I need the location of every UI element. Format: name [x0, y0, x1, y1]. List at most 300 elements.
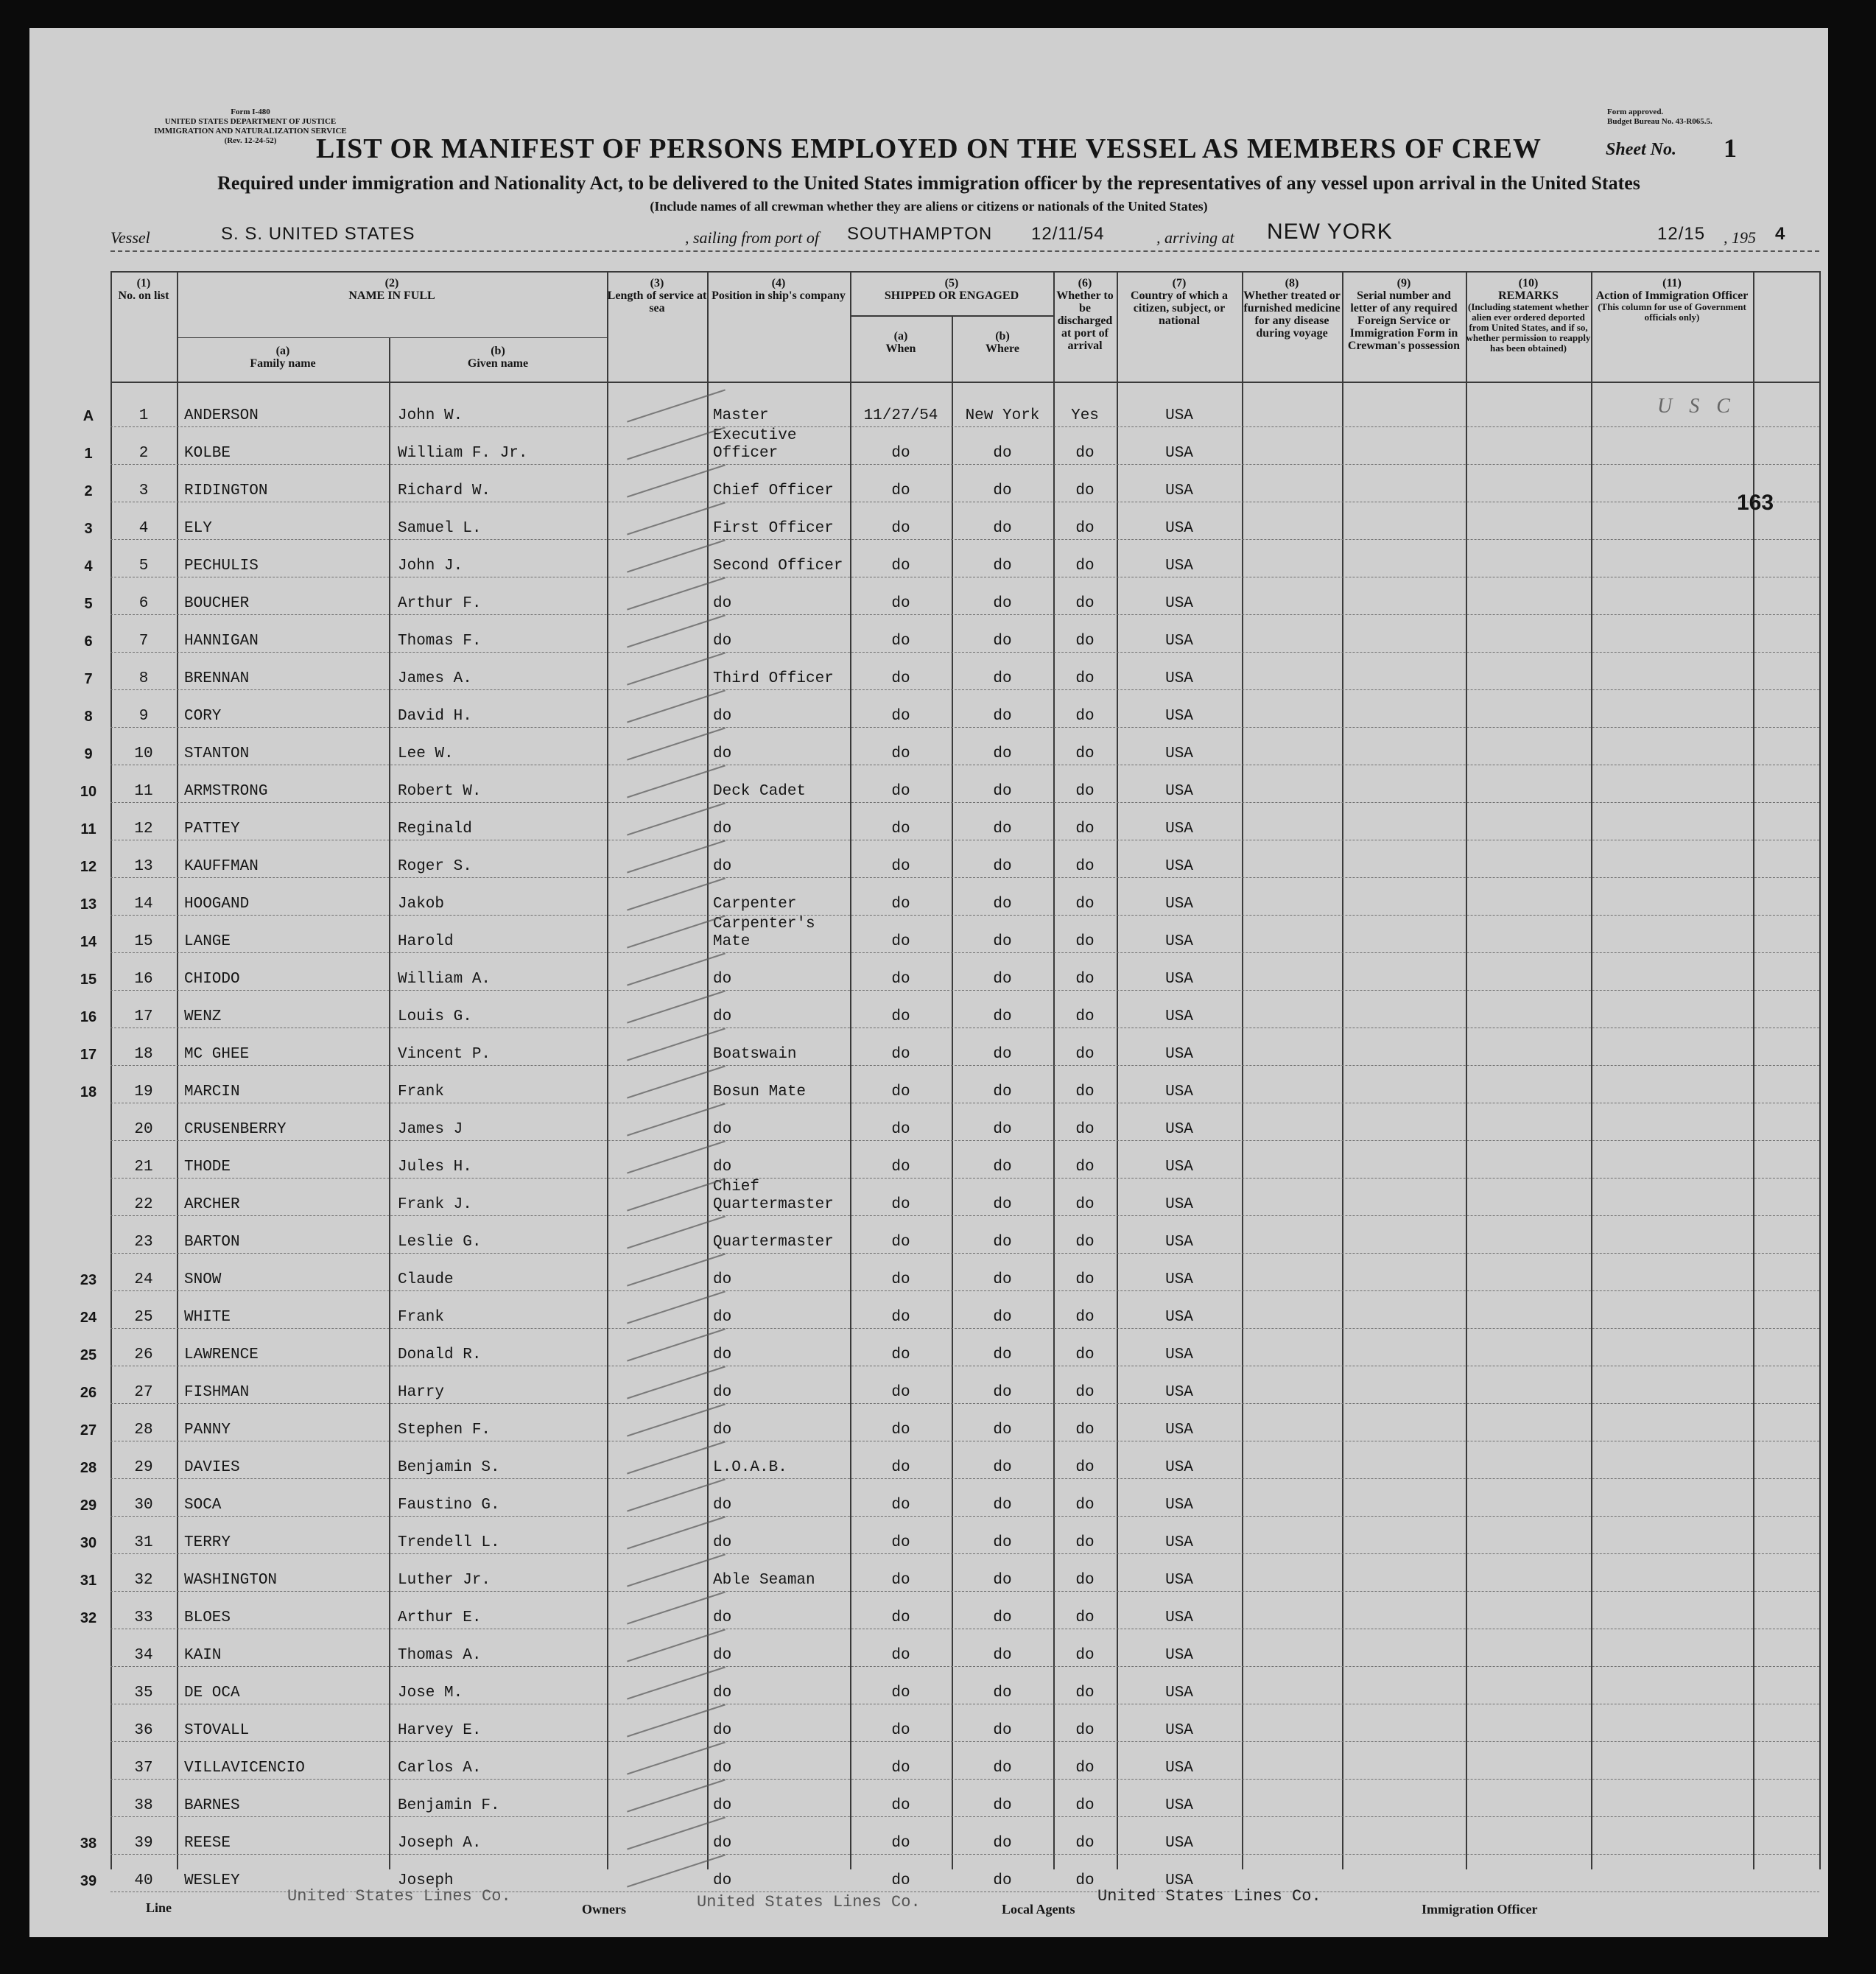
line-value: United States Lines Co.: [287, 1887, 511, 1905]
cell-country: USA: [1165, 1196, 1193, 1213]
cell-no: 14: [134, 896, 153, 913]
cell-where: do: [993, 1497, 1012, 1514]
cell-pos: do: [713, 1008, 732, 1025]
table-row: [110, 1704, 1819, 1742]
cell-country: USA: [1165, 1760, 1193, 1777]
cell-no: 31: [134, 1534, 153, 1551]
table-row: [80, 877, 1819, 916]
cell-pos: do: [713, 1384, 732, 1401]
cell-given: Jules H.: [398, 1159, 472, 1176]
cell-when: do: [891, 1346, 910, 1363]
margin-mark: 2: [84, 483, 93, 499]
table-row: [80, 1516, 1819, 1554]
cell-where: do: [993, 971, 1012, 988]
cell-given: Robert W.: [398, 783, 482, 800]
cell-when: do: [891, 1609, 910, 1626]
revision-date: (Rev. 12-24-52): [224, 136, 277, 145]
cell-where: do: [993, 482, 1012, 499]
cell-when: do: [891, 1722, 910, 1739]
cell-when: do: [891, 520, 910, 537]
tick-mark: [627, 1666, 726, 1699]
col-2b-header: (b) Given name: [467, 345, 529, 370]
cell-country: USA: [1165, 407, 1193, 424]
cell-given: William F. Jr.: [398, 445, 528, 462]
cell-pos: Chief Officer: [713, 482, 834, 499]
cell-where: do: [993, 1534, 1012, 1551]
margin-mark: 1: [84, 446, 93, 462]
cell-disc: do: [1075, 1872, 1095, 1889]
tick-mark: [627, 1591, 726, 1624]
cell-country: USA: [1165, 1384, 1193, 1401]
cell-disc: do: [1075, 745, 1095, 762]
cell-family: HANNIGAN: [184, 633, 259, 650]
cell-disc: do: [1075, 1572, 1095, 1589]
cell-when: do: [891, 1008, 910, 1025]
tick-mark: [627, 1178, 726, 1211]
cell-no: 37: [134, 1760, 153, 1777]
cell-where: do: [993, 1647, 1012, 1664]
table-row: [84, 577, 1819, 615]
cell-country: USA: [1165, 1046, 1193, 1063]
cell-disc: do: [1075, 670, 1095, 687]
cell-family: WENZ: [184, 1008, 222, 1025]
cell-family: VILLAVICENCIO: [184, 1760, 305, 1777]
cell-where: do: [993, 1872, 1012, 1889]
tick-mark: [627, 1328, 726, 1361]
cell-given: Claude: [398, 1271, 454, 1288]
cell-disc: do: [1075, 1309, 1095, 1326]
col-2a-header: (a) Family name: [250, 345, 316, 370]
cell-disc: do: [1075, 1609, 1095, 1626]
cell-where: do: [993, 558, 1012, 575]
cell-no: 33: [134, 1609, 153, 1626]
cell-country: USA: [1165, 1234, 1193, 1251]
cell-pos: do: [713, 595, 732, 612]
col-6-header: (6) Whether to be discharged at port of arrival: [1056, 277, 1114, 352]
cell-no: 11: [134, 783, 153, 800]
cell-where: do: [993, 1797, 1012, 1814]
col-4-header: (4) Position in ship's company: [712, 277, 846, 302]
margin-mark: 7: [84, 671, 93, 687]
cell-given: Arthur E.: [398, 1609, 482, 1626]
cell-pos: Chief Quartermaster: [713, 1179, 834, 1213]
cell-when: do: [891, 1271, 910, 1288]
tick-mark: [627, 502, 726, 535]
cell-no: 10: [134, 745, 153, 762]
col-9-header: (9) Serial number and letter of any required Foreign Service or Immigration Form in Crewman's possession: [1347, 277, 1461, 352]
table-row: [110, 1103, 1819, 1141]
cell-pos: do: [713, 1422, 732, 1439]
cell-country: USA: [1165, 595, 1193, 612]
cell-given: Jose M.: [398, 1685, 463, 1701]
cell-where: do: [993, 858, 1012, 875]
cell-where: do: [993, 933, 1012, 950]
sailing-label: , sailing from port of: [685, 228, 819, 247]
cell-disc: Yes: [1071, 407, 1099, 424]
margin-mark: 25: [80, 1347, 97, 1363]
cell-family: HOOGAND: [184, 896, 250, 913]
table-row: [82, 389, 1819, 427]
margin-mark: 27: [80, 1422, 97, 1439]
cell-country: USA: [1165, 1685, 1193, 1701]
cell-disc: do: [1075, 1234, 1095, 1251]
cell-family: REESE: [184, 1835, 231, 1852]
cell-family: LAWRENCE: [184, 1346, 259, 1363]
cell-where: do: [993, 1422, 1012, 1439]
tick-mark: [627, 689, 726, 723]
cell-family: BLOES: [184, 1609, 231, 1626]
cell-given: Stephen F.: [398, 1422, 491, 1439]
cell-family: DAVIES: [184, 1459, 240, 1476]
cell-family: RIDINGTON: [184, 482, 268, 499]
cell-pos: do: [713, 1722, 732, 1739]
cell-disc: do: [1075, 896, 1095, 913]
service-name: IMMIGRATION AND NATURALIZATION SERVICE: [154, 127, 347, 136]
cell-country: USA: [1165, 971, 1193, 988]
cell-where: do: [993, 633, 1012, 650]
cell-when: 11/27/54: [863, 407, 938, 424]
cell-disc: do: [1075, 1159, 1095, 1176]
cell-family: DE OCA: [184, 1685, 240, 1701]
cell-where: do: [993, 1196, 1012, 1213]
cell-where: New York: [965, 407, 1040, 424]
line-label: Line: [146, 1900, 172, 1915]
cell-when: do: [891, 595, 910, 612]
col-5b-header: (b) Where: [986, 330, 1019, 355]
table-row: [80, 1441, 1819, 1479]
cell-disc: do: [1075, 520, 1095, 537]
departure-port: SOUTHAMPTON: [847, 224, 993, 244]
cell-where: do: [993, 1609, 1012, 1626]
cell-no: 25: [134, 1309, 153, 1326]
cell-country: USA: [1165, 858, 1193, 875]
margin-mark: 26: [80, 1385, 97, 1401]
cell-family: KAUFFMAN: [184, 858, 259, 875]
cell-disc: do: [1075, 1346, 1095, 1363]
arrival-port: NEW YORK: [1267, 219, 1393, 244]
table-row: [84, 502, 1819, 540]
cell-family: CORY: [184, 708, 222, 725]
cell-no: 18: [134, 1046, 153, 1063]
cell-when: do: [891, 1647, 910, 1664]
cell-no: 12: [134, 821, 153, 837]
cell-given: Luther Jr.: [398, 1572, 491, 1589]
cell-where: do: [993, 1835, 1012, 1852]
cell-given: James A.: [398, 670, 472, 687]
table-row: [84, 539, 1819, 577]
table-row: [80, 1478, 1819, 1517]
cell-given: Benjamin F.: [398, 1797, 500, 1814]
cell-pos: Deck Cadet: [713, 783, 807, 800]
page-count-annotation: 163: [1737, 491, 1774, 515]
cell-pos: do: [713, 821, 732, 837]
cell-where: do: [993, 1271, 1012, 1288]
cell-country: USA: [1165, 1459, 1193, 1476]
cell-given: Trendell L.: [398, 1534, 500, 1551]
cell-given: Faustino G.: [398, 1497, 500, 1514]
cell-family: CRUSENBERRY: [184, 1121, 287, 1138]
cell-where: do: [993, 1572, 1012, 1589]
tick-mark: [627, 1516, 726, 1549]
cell-family: ELY: [184, 520, 212, 537]
cell-country: USA: [1165, 1572, 1193, 1589]
cell-disc: do: [1075, 1722, 1095, 1739]
cell-given: Benjamin S.: [398, 1459, 500, 1476]
departure-date: 12/11/54: [1031, 224, 1105, 244]
cell-pos: do: [713, 1797, 732, 1814]
cell-pos: do: [713, 633, 732, 650]
cell-pos: do: [713, 971, 732, 988]
cell-no: 32: [134, 1572, 153, 1589]
cell-when: do: [891, 971, 910, 988]
cell-country: USA: [1165, 1872, 1193, 1889]
cell-given: Jakob: [398, 896, 445, 913]
tick-mark: [627, 1629, 726, 1662]
col-5-header: (5) SHIPPED OR ENGAGED: [884, 277, 1019, 302]
cell-pos: L.O.A.B.: [713, 1459, 787, 1476]
immigration-officer-label: Immigration Officer: [1422, 1902, 1538, 1917]
cell-where: do: [993, 1685, 1012, 1701]
cell-given: Frank J.: [398, 1196, 472, 1213]
cell-family: MARCIN: [184, 1083, 240, 1100]
table-row: [80, 802, 1819, 840]
cell-given: Harvey E.: [398, 1722, 482, 1739]
cell-given: Joseph: [398, 1872, 454, 1889]
cell-pos: do: [713, 1872, 732, 1889]
cell-no: 22: [134, 1196, 153, 1213]
cell-family: KAIN: [184, 1647, 222, 1664]
cell-no: 16: [134, 971, 153, 988]
margin-mark: 17: [80, 1047, 97, 1063]
cell-country: USA: [1165, 1835, 1193, 1852]
cell-family: MC GHEE: [184, 1046, 250, 1063]
cell-when: do: [891, 1159, 910, 1176]
cell-country: USA: [1165, 1121, 1193, 1138]
cell-country: USA: [1165, 1008, 1193, 1025]
cell-family: WESLEY: [184, 1872, 240, 1889]
cell-disc: do: [1075, 445, 1095, 462]
tick-mark: [627, 802, 726, 835]
cell-pos: do: [713, 1309, 732, 1326]
tick-mark: [627, 1779, 726, 1812]
tick-mark: [627, 877, 726, 910]
cell-family: PANNY: [184, 1422, 231, 1439]
tick-mark: [627, 1816, 726, 1850]
col-11-header: (11) Action of Immigration Officer (This column for use of Government officials only): [1595, 277, 1749, 323]
cell-given: Frank: [398, 1309, 445, 1326]
cell-disc: do: [1075, 1760, 1095, 1777]
cell-pos: do: [713, 1159, 732, 1176]
cell-family: WASHINGTON: [184, 1572, 278, 1589]
cell-when: do: [891, 633, 910, 650]
tick-mark: [627, 990, 726, 1023]
cell-no: 40: [134, 1872, 153, 1889]
tick-mark: [627, 1140, 726, 1173]
tick-mark: [627, 426, 726, 460]
cell-disc: do: [1075, 783, 1095, 800]
tick-mark: [627, 577, 726, 610]
margin-mark: 32: [80, 1610, 97, 1626]
cell-no: 28: [134, 1422, 153, 1439]
cell-country: USA: [1165, 933, 1193, 950]
cell-given: Thomas A.: [398, 1647, 482, 1664]
cell-country: USA: [1165, 1309, 1193, 1326]
cell-pos: do: [713, 1647, 732, 1664]
cell-disc: do: [1075, 933, 1095, 950]
cell-when: do: [891, 482, 910, 499]
manifest-sheet: [29, 28, 1828, 1937]
cell-given: William A.: [398, 971, 491, 988]
cell-when: do: [891, 1760, 910, 1777]
cell-when: do: [891, 1384, 910, 1401]
cell-pos: Boatswain: [713, 1046, 797, 1063]
cell-no: 27: [134, 1384, 153, 1401]
margin-mark: 3: [84, 521, 93, 537]
cell-family: BARNES: [184, 1797, 240, 1814]
tick-mark: [627, 1253, 726, 1286]
cell-where: do: [993, 1384, 1012, 1401]
margin-mark: 15: [80, 972, 97, 988]
cell-no: 39: [134, 1835, 153, 1852]
cell-country: USA: [1165, 1647, 1193, 1664]
cell-country: USA: [1165, 1159, 1193, 1176]
cell-where: do: [993, 821, 1012, 837]
tick-mark: [627, 1403, 726, 1436]
cell-given: Leslie G.: [398, 1234, 482, 1251]
cell-country: USA: [1165, 1346, 1193, 1363]
cell-pos: do: [713, 1534, 732, 1551]
tick-mark: [627, 1854, 726, 1887]
table-row: [110, 1178, 1819, 1216]
cell-given: Samuel L.: [398, 520, 482, 537]
cell-when: do: [891, 858, 910, 875]
cell-pos: Second Officer: [713, 558, 843, 575]
year-label: , 195: [1724, 228, 1756, 247]
margin-mark: 8: [84, 709, 93, 725]
cell-where: do: [993, 708, 1012, 725]
table-row: [84, 614, 1819, 653]
table-row: [110, 1666, 1819, 1704]
vessel-label: Vessel: [110, 228, 150, 247]
cell-disc: do: [1075, 595, 1095, 612]
margin-mark: 16: [80, 1009, 97, 1025]
form-number: Form I-480: [231, 108, 270, 116]
cell-country: USA: [1165, 1497, 1193, 1514]
vessel-name: S. S. UNITED STATES: [221, 224, 415, 244]
cell-when: do: [891, 783, 910, 800]
col-8-header: (8) Whether treated or furnished medicine for any disease during voyage: [1243, 277, 1341, 340]
vessel-line: [110, 218, 1819, 252]
tick-mark: [627, 1553, 726, 1587]
cell-disc: do: [1075, 1797, 1095, 1814]
cell-where: do: [993, 1722, 1012, 1739]
cell-where: do: [993, 745, 1012, 762]
cell-given: John J.: [398, 558, 463, 575]
margin-mark: A: [82, 408, 94, 424]
cell-pos: do: [713, 1609, 732, 1626]
cell-where: do: [993, 1459, 1012, 1476]
cell-country: USA: [1165, 558, 1193, 575]
sheet-number-label: Sheet No.: [1606, 140, 1676, 159]
cell-pos: do: [713, 1271, 732, 1288]
cell-when: do: [891, 1797, 910, 1814]
table-row: [80, 1028, 1819, 1066]
cell-disc: do: [1075, 821, 1095, 837]
cell-country: USA: [1165, 520, 1193, 537]
cell-given: Reginald: [398, 821, 472, 837]
cell-disc: do: [1075, 1121, 1095, 1138]
cell-given: Lee W.: [398, 745, 454, 762]
cell-disc: do: [1075, 1835, 1095, 1852]
cell-family: BARTON: [184, 1234, 240, 1251]
cell-disc: do: [1075, 1685, 1095, 1701]
tick-mark: [627, 1741, 726, 1774]
margin-mark: 11: [80, 821, 96, 837]
cell-pos: do: [713, 745, 732, 762]
tick-mark: [627, 1215, 726, 1248]
table-row: [80, 952, 1819, 991]
cell-where: do: [993, 1159, 1012, 1176]
year-digit: 4: [1775, 224, 1786, 244]
cell-pos: do: [713, 1497, 732, 1514]
cell-country: USA: [1165, 708, 1193, 725]
cell-no: 21: [134, 1159, 153, 1176]
cell-pos: Carpenter: [713, 896, 797, 913]
arriving-label: , arriving at: [1156, 228, 1234, 247]
page-subtitle: Required under immigration and Nationality Act, to be delivered to the United States immigration officer by the representatives of any vessel upon arrival in the United States: [217, 172, 1640, 194]
owners-label: Owners: [582, 1902, 626, 1917]
cell-where: do: [993, 1008, 1012, 1025]
cell-when: do: [891, 670, 910, 687]
cell-when: do: [891, 1083, 910, 1100]
cell-no: 29: [134, 1459, 153, 1476]
table-row: [80, 1816, 1819, 1855]
cell-pos: Able Seaman: [713, 1572, 815, 1589]
cell-disc: do: [1075, 1271, 1095, 1288]
margin-mark: 38: [80, 1836, 97, 1852]
cell-no: 20: [134, 1121, 153, 1138]
cell-country: USA: [1165, 821, 1193, 837]
tick-mark: [627, 952, 726, 986]
tick-mark: [627, 1103, 726, 1136]
table-row: [80, 1591, 1819, 1629]
margin-mark: 6: [84, 633, 93, 650]
cell-country: USA: [1165, 1083, 1193, 1100]
cell-pos: do: [713, 1835, 732, 1852]
tick-mark: [627, 1065, 726, 1098]
cell-where: do: [993, 595, 1012, 612]
cell-country: USA: [1165, 445, 1193, 462]
cell-when: do: [891, 933, 910, 950]
cell-disc: do: [1075, 1384, 1095, 1401]
cell-when: do: [891, 445, 910, 462]
owners-value: United States Lines Co.: [697, 1893, 921, 1911]
cell-no: 6: [138, 595, 149, 612]
table-row: [110, 1140, 1819, 1179]
cell-when: do: [891, 896, 910, 913]
budget-bureau-number: Budget Bureau No. 43-R065.5.: [1607, 117, 1712, 126]
cell-when: do: [891, 1121, 910, 1138]
cell-no: 23: [134, 1234, 153, 1251]
cell-given: Donald R.: [398, 1346, 482, 1363]
cell-pos: First Officer: [713, 520, 834, 537]
margin-mark: 23: [80, 1272, 97, 1288]
cell-no: 7: [138, 633, 149, 650]
margin-mark: 14: [80, 934, 97, 950]
cell-family: SNOW: [184, 1271, 222, 1288]
cell-pos: do: [713, 1121, 732, 1138]
cell-family: LANGE: [184, 933, 231, 950]
